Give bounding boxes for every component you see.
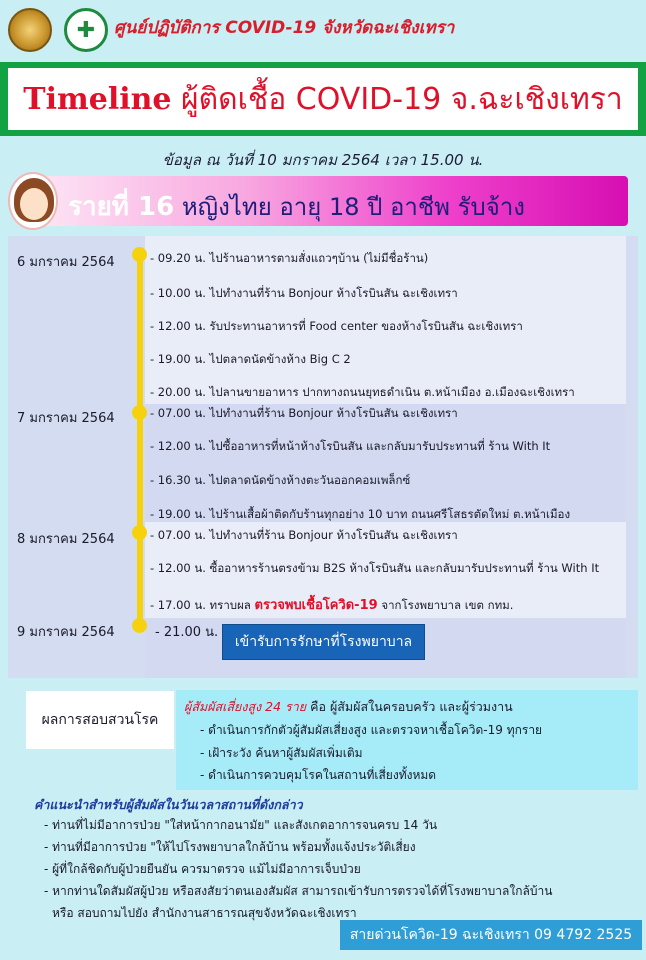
data-as-of: ข้อมูล ณ วันที่ 10 มกราคม 2564 เวลา 15.00 น. <box>162 151 484 169</box>
advice-item: - ท่านที่มีอาการป่วย "ให้ไปโรงพยาบาลใกล้บ้าน พร้อมทั้งแจ้งประวัติเสี่ยง <box>44 840 416 854</box>
event-item: - 10.00 น. ไปทำงานที่ร้าน Bonjour ห้างโรบินสัน ฉะเชิงเทรา <box>150 286 458 300</box>
woman-avatar-icon <box>8 172 58 230</box>
date-day1: 6 มกราคม 2564 <box>17 255 115 270</box>
investigation-item: - เฝ้าระวัง ค้นหาผู้สัมผัสเพิ่มเติม <box>200 746 363 760</box>
advice-item: - ท่านที่ไม่มีอาการป่วย "ใส่หน้ากากอนามัย" และสังเกตอาการจนครบ 14 วัน <box>44 818 438 832</box>
timeline-heading <box>23 76 622 123</box>
event-time: - 21.00 น. <box>155 625 219 640</box>
result-prefix: - 17.00 น. ทราบผล <box>150 598 255 612</box>
timeline-dot <box>132 247 147 262</box>
investigation-item: - ดำเนินการควบคุมโรคในสถานที่เสี่ยงทั้งหมด <box>200 768 437 782</box>
date-day4: 9 มกราคม 2564 <box>17 625 115 640</box>
timeline-dot <box>132 618 147 633</box>
timeline-dot <box>132 405 147 420</box>
high-risk-count: ผู้สัมผัสเสี่ยงสูง 24 ราย <box>184 699 307 714</box>
event-item: - 19.00 น. ไปร้านเสื้อผ้าติดกับร้านทุกอย่าง 10 บาท ถนนศรีโสธรตัดใหม่ ต.หน้าเมือง <box>150 507 571 521</box>
investigation-item: - ดำเนินการกักตัวผู้สัมผัสเสี่ยงสูง และตรวจหาเชื้อโควิด-19 ทุกราย <box>200 723 543 737</box>
provincial-seal-logo <box>8 8 52 52</box>
event-item: - 07.00 น. ไปทำงานที่ร้าน Bonjour ห้างโรบินสัน ฉะเชิงเทรา <box>150 528 458 542</box>
timeline-line <box>137 254 143 626</box>
advice-item: หรือ สอบถามไปยัง สำนักงานสาธารณสุขจังหวัดฉะเชิงเทรา <box>52 906 357 920</box>
event-item: - 07.00 น. ไปทำงานที่ร้าน Bonjour ห้างโรบินสัน ฉะเชิงเทรา <box>150 406 458 420</box>
result-suffix: จากโรงพยาบาล เขต กทม. <box>377 598 514 612</box>
date-day3: 8 มกราคม 2564 <box>17 532 115 547</box>
event-item: - 16.30 น. ไปตลาดนัดข้างห้างตะวันออกคอมเพล็กซ์ <box>150 473 411 487</box>
advice-title: คำแนะนำสำหรับผู้สัมผัสในวันเวลาสถานที่ดังกล่าว <box>34 797 303 812</box>
timeline-dot <box>132 525 147 540</box>
advice-item: - ผู้ที่ใกล้ชิดกับผู้ป่วยยืนยัน ควรมาตรวจ แม้ไม่มีอาการเจ็บป่วย <box>44 862 361 876</box>
patient-number: รายที่ 16 <box>68 192 175 222</box>
event-item: - 09.20 น. ไปร้านอาหารตามสั่งแถวๆบ้าน (ไม่มีชื่อร้าน) <box>150 251 429 265</box>
investigation-title: ผลการสอบสวนโรค <box>26 691 174 749</box>
investigation-head <box>184 697 513 717</box>
timeline-word: Timeline <box>23 81 172 117</box>
result-highlight: ตรวจพบเชื้อโควิด-19 <box>254 598 378 613</box>
title-band <box>8 68 638 130</box>
event-item: - 12.00 น. ไปซื้ออาหารที่หน้าห้างโรบินสัน และกลับมารับประทานที่ ร้าน With It <box>150 439 551 453</box>
advice-item: - หากท่านใดสัมผัสผู้ป่วย หรือสงสัยว่าตนเองสัมผัส สามารถเข้ารับการตรวจได้ที่โรงพยาบาลใกล้บ้าน <box>44 884 553 898</box>
high-risk-rest: คือ ผู้สัมผัสในครอบครัว และผู้ร่วมงาน <box>306 699 513 714</box>
event-item: - 12.00 น. รับประทานอาหารที่ Food center ของห้างโรบินสัน ฉะเชิงเทรา <box>150 319 523 333</box>
operation-center-title: ศูนย์ปฏิบัติการ COVID-19 จังหวัดฉะเชิงเทรา <box>114 18 455 38</box>
patient-details: หญิงไทย อายุ 18 ปี อาชีพ รับจ้าง <box>181 193 526 221</box>
patient-banner-text <box>68 186 525 227</box>
hotline-banner: สายด่วนโควิด-19 ฉะเชิงเทรา 09 4792 2525 <box>340 920 642 950</box>
date-day2: 7 มกราคม 2564 <box>17 411 115 426</box>
hospital-admission-label: เข้ารับการรักษาที่โรงพยาบาล <box>222 624 425 660</box>
timeline-rest: ผู้ติดเชื้อ COVID-19 จ.ฉะเชิงเทรา <box>171 81 623 117</box>
event-item: - 19.00 น. ไปตลาดนัดข้างห้าง Big C 2 <box>150 352 351 366</box>
event-item: - 12.00 น. ซื้ออาหารร้านตรงข้าม B2S ห้างโรบินสัน และกลับมารับประทานที่ ร้าน With It <box>150 561 600 575</box>
event-item: - 20.00 น. ไปลานขายอาหาร ปากทางถนนยุทธดำเนิน ต.หน้าเมือง อ.เมืองฉะเชิงเทรา <box>150 385 575 399</box>
event-item-result <box>150 594 513 615</box>
ministry-health-logo: ✚ <box>64 8 108 52</box>
